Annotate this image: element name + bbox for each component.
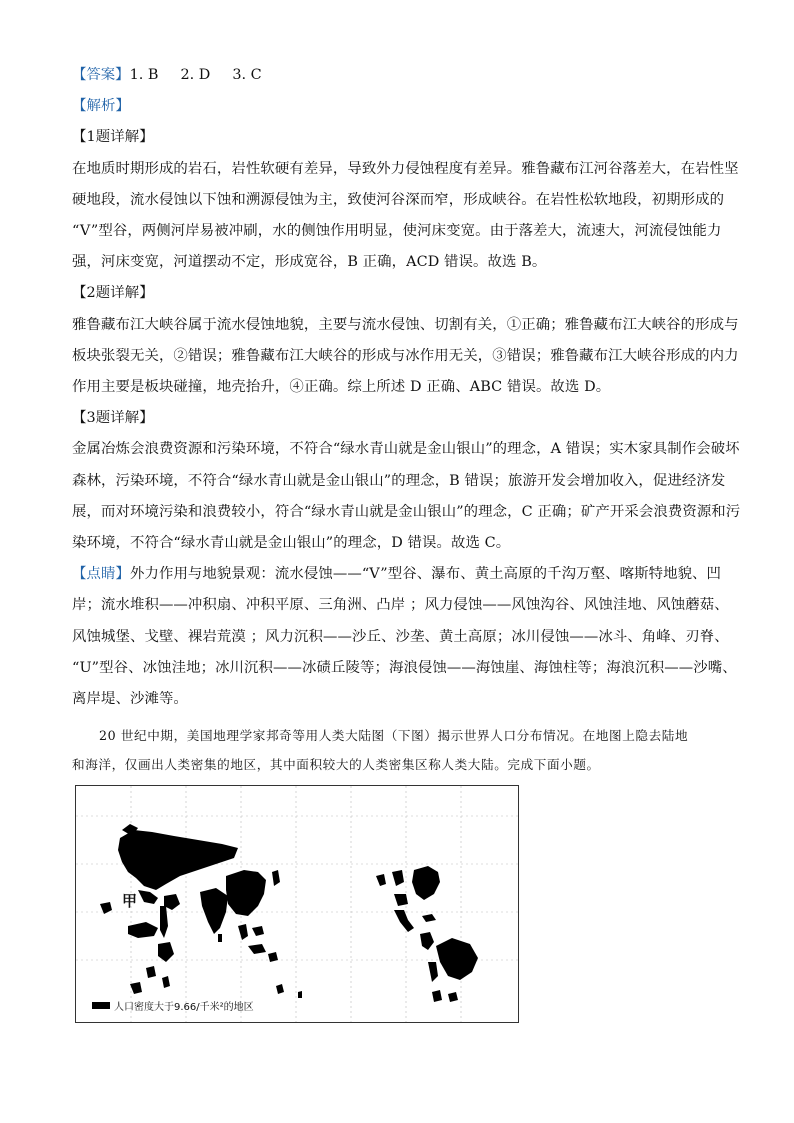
q1-heading: 【1题详解】 (72, 129, 154, 146)
tip-heading: 【点睛】 (72, 566, 130, 583)
q2-text-line: 雅鲁藏布江大峡谷属于流水侵蚀地貌，主要与流水侵蚀、切割有关，①正确；雅鲁藏布江大峡谷的形成与 (72, 316, 739, 333)
q2-text-line: 板块张裂无关，②错误；雅鲁藏布江大峡谷的形成与冰作用无关，③错误；雅鲁藏布江大峡谷形成的内力 (72, 347, 739, 364)
tip-line (72, 559, 722, 590)
q1-text-line: 硬地段，流水侵蚀以下蚀和溯源侵蚀为主，致使河谷深而窄，形成峡谷。在岩性松软地段，初期形成的 (72, 191, 725, 208)
q2-heading: 【2题详解】 (72, 285, 154, 302)
map-label-jia: 甲 (122, 892, 138, 910)
answer-item: 2. D (180, 67, 211, 83)
legend-text: 人口密度大于9.66/千米²的地区 (114, 1002, 254, 1013)
answer-line (72, 60, 722, 91)
q3-text-line: 金属冶炼会浪费资源和污染环境，不符合“绿水青山就是金山银山”的理念，A 错误；实木家具制作会破坏 (72, 441, 740, 458)
answer-analysis-section (72, 60, 741, 779)
analysis-heading: 【解析】 (72, 98, 130, 115)
map-drawing (76, 786, 518, 1022)
intro-text-line: 和海洋，仅画出人类密集的地区，其中面积较大的人类密集区称人类大陆。完成下面小题。 (72, 757, 600, 773)
answer-item: 1. B (129, 67, 159, 83)
q3-text-line: 森林，污染环境，不符合“绿水青山就是金山银山”的理念，B 错误；旅游开发会增加收入，促进经济发 (72, 472, 726, 489)
population-dense-areas (100, 824, 478, 1002)
tip-text-line: 岸；流水堆积——冲积扇、冲积平原、三角洲、凸岸 ；风力侵蚀——风蚀沟谷、风蚀洼地、风蚀蘑菇、 (72, 597, 729, 614)
q2-text-line: 作用主要是板块碰撞，地壳抬升，④正确。综上所述 D 正确、ABC 错误。故选 D。 (72, 379, 611, 396)
intro-text-line: 20 世纪中期，美国地理学家邦奇等用人类大陆图（下图）揭示世界人口分布情况。在地图上隐去陆地 (99, 728, 689, 744)
tip-text-line: “U”型谷、冰蚀洼地；冰川沉积——冰碛丘陵等；海浪侵蚀——海蚀崖、海蚀柱等；海浪沉积——沙嘴、 (72, 659, 737, 676)
q1-text-line: 在地质时期形成的岩石，岩性软硬有差异，导致外力侵蚀程度有差异。雅鲁藏布江河谷落差大，在岩性坚 (72, 160, 739, 177)
q1-text-line: 强，河床变宽，河道摆动不定，形成宽谷，B 正确，ACD 错误。故选 B。 (72, 254, 547, 271)
q3-text-line: 展，而对环境污染和浪费较小，符合“绿水青山就是金山银山”的理念，C 正确；矿产开采会浪费资源和污 (72, 503, 741, 520)
q3-heading: 【3题详解】 (72, 410, 154, 427)
answer-tag: 【答案】 (72, 67, 130, 83)
tip-text-line: 离岸堤、沙滩等。 (72, 691, 188, 708)
tip-text-line: 风蚀城堡、戈壁、裸岩荒漠 ；风力沉积——沙丘、沙垄、黄土高原；冰川侵蚀——冰斗、角峰、刃脊、 (72, 628, 729, 645)
q3-text-line: 染环境，不符合“绿水青山就是金山银山”的理念，D 错误。故选 C。 (72, 535, 511, 552)
map-legend (92, 998, 254, 1013)
answer-item: 3. C (232, 67, 262, 83)
human-continent-map (75, 785, 519, 1023)
legend-swatch (92, 1002, 110, 1009)
tip-text: 外力作用与地貌景观：流水侵蚀——“V”型谷、瀑布、黄土高原的千沟万壑、喀斯特地貌、凹 (129, 566, 722, 583)
q1-text-line: “V”型谷，两侧河岸易被冲刷，水的侧蚀作用明显，使河床变宽。由于落差大，流速大，河流侵蚀能力 (72, 223, 722, 240)
